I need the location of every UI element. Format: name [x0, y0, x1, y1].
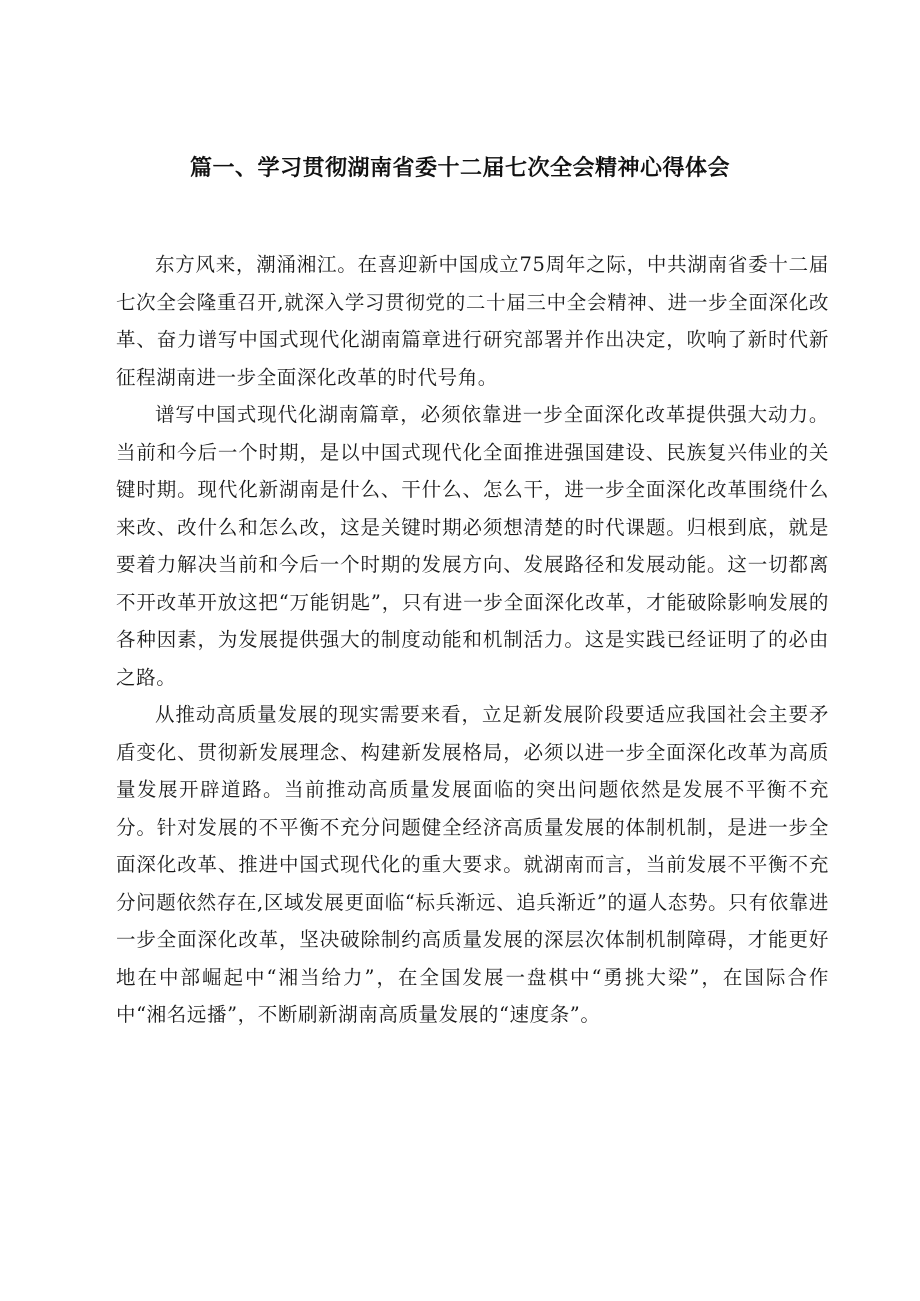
document-title: 篇一、学习贯彻湖南省委十二届七次全会精神心得体会 [189, 156, 730, 181]
paragraph-2: 谱写中国式现代化湖南篇章，必须依靠进一步全面深化改革提供强大动力。当前和今后一个时期，是以中国式现代化全面推进强国建设、民族复兴伟业的关键时期。现代化新湖南是什么、干什么、怎么干，进一步全面深化改革围绕什么来改、改什么和怎么改，这是关键时期必须想清楚的时代课题。归根到底，就是要着力解决当前和今后一个时期的发展方向、发展路径和发展动能。这一切都离不开改革开放这把“万能钥匙”，只有进一步全面深化改革，才能破除影响发展的各种因素，为发展提供强大的制度动能和机制活力。这是实践已经证明了的必由之路。 [116, 403, 829, 689]
paragraph-3: 从推动高质量发展的现实需要来看，立足新发展阶段要适应我国社会主要矛盾变化、贯彻新发展理念、构建新发展格局，必须以进一步全面深化改革为高质量发展开辟道路。当前推动高质量发展面临的突出问题依然是发展不平衡不充分。针对发展的不平衡不充分问题健全经济高质量发展的体制机制，是进一步全面深化改革、推进中国式现代化的重大要求。就湖南而言，当前发展不平衡不充分问题依然存在,区域发展更面临“标兵渐远、追兵渐近”的逼人态势。只有依靠进一步全面深化改革，坚决破除制约高质量发展的深层次体制机制障碍，才能更好地在中部崛起中“湘当给力”，在全国发展一盘棋中“勇挑大梁”，在国际合作中“湘名远播”，不断刷新湖南高质量发展的“速度条”。 [116, 703, 829, 1026]
paragraph-1: 东方风来，潮涌湘江。在喜迎新中国成立75周年之际，中共湖南省委十二届七次全会隆重召开,就深入学习贯彻党的二十届三中全会精神、进一步全面深化改革、奋力谱写中国式现代化湖南篇章进行研究部署并作出决定，吹响了新时代新征程湖南进一步全面深化改革的时代号角。 [116, 253, 829, 389]
document-body [116, 246, 829, 1034]
